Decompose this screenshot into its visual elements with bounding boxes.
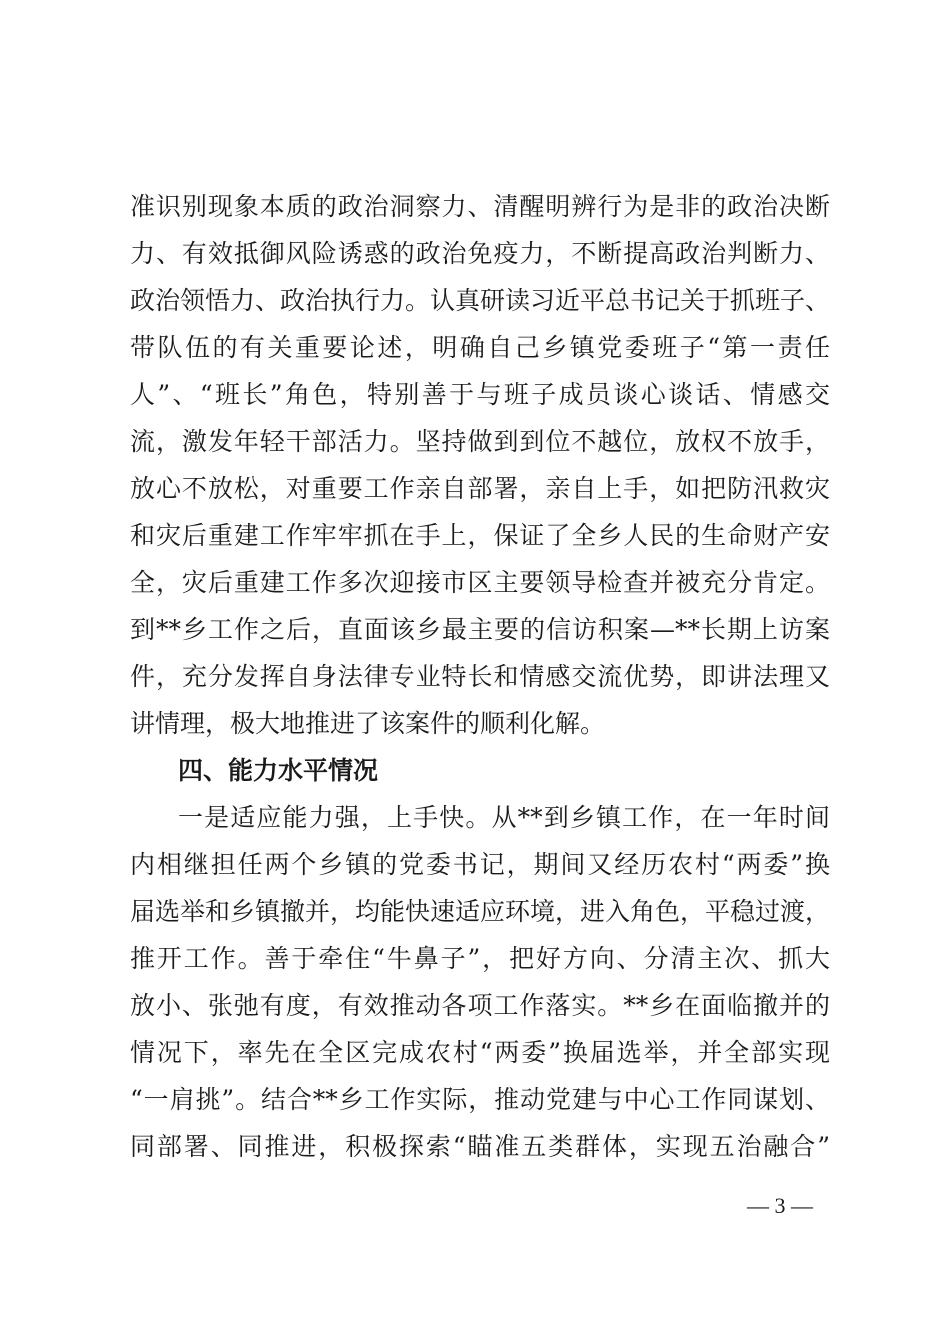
body-line: 力、有效抵御风险诱惑的政治免疫力，不断提高政治判断力、 [130,239,830,268]
body-line: 推开工作。善于牵住“牛鼻子”，把好方向、分清主次、抓大 [130,944,830,973]
body-line: 内相继担任两个乡镇的党委书记，期间又经历农村“两委”换 [130,850,830,879]
body-line: 届选举和乡镇撤并，均能快速适应环境，进入角色，平稳过渡， [130,897,831,926]
body-line: 带队伍的有关重要论述，明确自己乡镇党委班子“第一责任 [130,333,830,362]
body-line: 和灾后重建工作牢牢抓在手上，保证了全乡人民的生命财产安 [130,521,830,550]
body-line: 准识别现象本质的政治洞察力、清醒明辨行为是非的政治决断 [130,192,830,221]
body-line: 件，充分发挥自身法律专业特长和情感交流优势，即讲法理又 [130,662,830,691]
body-line: 同部署、同推进，积极探索“瞄准五类群体，实现五治融合” [130,1132,830,1161]
body-line: 政治领悟力、政治执行力。认真研读习近平总书记关于抓班子、 [130,286,831,315]
body-line: 流，激发年轻干部活力。坚持做到到位不越位，放权不放手， [130,427,830,456]
body-line: 到**乡工作之后，直面该乡最主要的信访积案—**长期上访案 [130,615,830,644]
body-line: 全，灾后重建工作多次迎接市区主要领导检查并被充分肯定。 [130,568,830,597]
body-line: 人”、“班长”角色，特别善于与班子成员谈心谈话、情感交 [130,380,830,409]
section-heading: 四、能力水平情况 [178,756,379,785]
page-number: — 3 — [747,1193,813,1218]
body-line: 放小、张弛有度，有效推动各项工作落实。**乡在面临撤并的 [130,991,830,1020]
body-line: 讲情理，极大地推进了该案件的顺利化解。 [130,709,606,738]
body-line: 情况下，率先在全区完成农村“两委”换届选举，并全部实现 [130,1038,830,1067]
body-line: “一肩挑”。结合**乡工作实际，推动党建与中心工作同谋划、 [130,1085,830,1114]
body-line: 放心不放松，对重要工作亲自部署，亲自上手，如把防汛救灾 [130,474,830,503]
body-line: 一是适应能力强，上手快。从**到乡镇工作，在一年时间 [178,803,830,832]
